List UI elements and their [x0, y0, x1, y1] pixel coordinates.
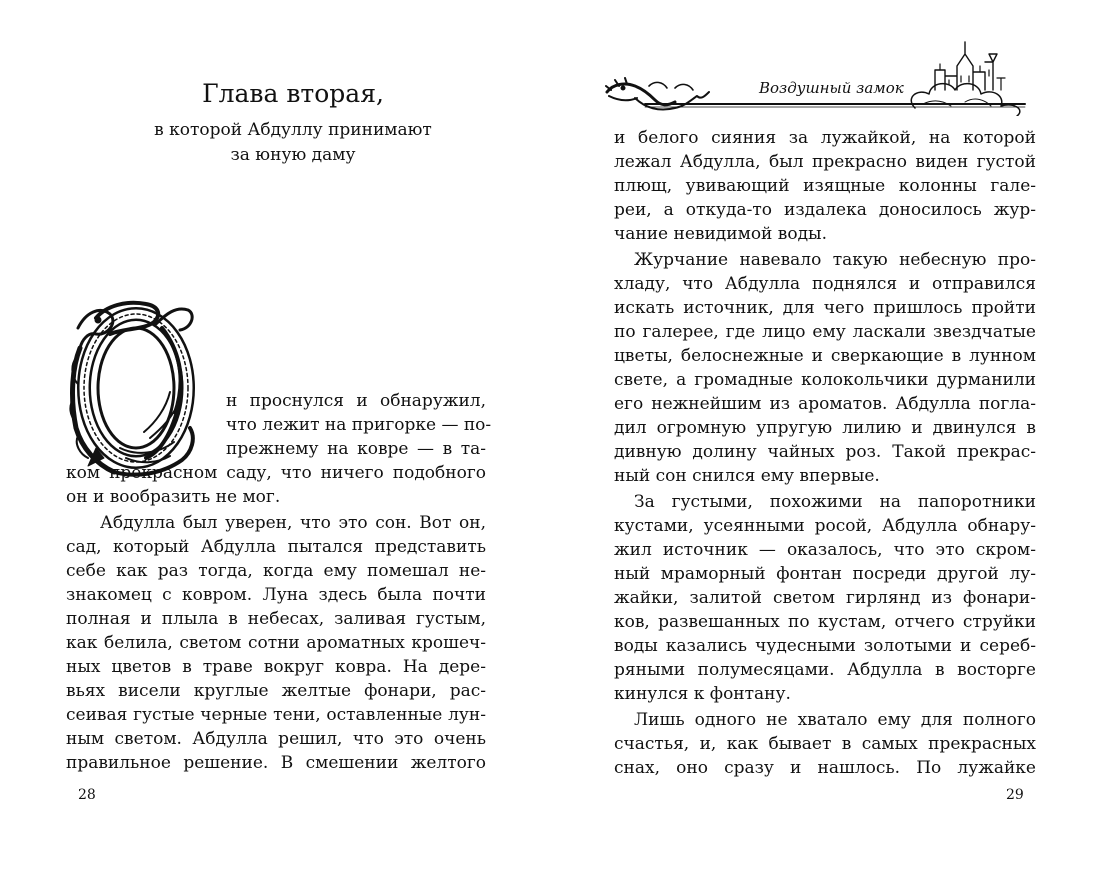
- running-header-title: Воздушный замок: [759, 79, 904, 97]
- chapter-subtitle-line: за юную даму: [230, 145, 356, 165]
- body-text-line: За густыми, похожими на папоротники: [634, 492, 1036, 512]
- body-text-line: он и вообразить не мог.: [66, 487, 281, 507]
- running-header: [605, 36, 1055, 116]
- body-text-line: ный мраморный фонтан посреди другой лу-: [614, 564, 1036, 584]
- body-text-line: ных цветов в траве вокруг ковра. На дере-: [66, 657, 486, 677]
- body-text-line: как белила, светом сотни ароматных крошеч-: [66, 633, 486, 653]
- body-text-line: дил огромную упругую лилию и двинулся в: [614, 418, 1036, 438]
- dragon-castle-header-icon: [605, 36, 1055, 116]
- body-text-line: прежнему на ковре — в та-: [226, 439, 486, 459]
- body-text-line: чание невидимой воды.: [614, 224, 827, 244]
- body-text-line: ков, развешанных по кустам, отчего струйки: [614, 612, 1036, 632]
- body-text-line: вьях висели круглые желтые фонари, рас-: [66, 681, 486, 701]
- body-text-line: ным светом. Абдулла решил, что это очень: [66, 729, 486, 749]
- dragon-dropcap-icon: [66, 288, 204, 480]
- body-text-line: правильное решение. В смешении желтого: [66, 753, 486, 773]
- body-text-line: ряными полумесяцами. Абдулла в восторге: [614, 660, 1036, 680]
- body-text-line: кустами, усеянными росой, Абдулла обнару-: [614, 516, 1036, 536]
- body-text-line: ный сон снился ему впервые.: [614, 466, 880, 486]
- body-text-line: знакомец с ковром. Луна здесь была почти: [66, 585, 486, 605]
- body-text-line: полная и плыла в небесах, заливая густым,: [66, 609, 486, 629]
- body-text-line: воды казались чудесными золотыми и сереб-: [614, 636, 1036, 656]
- body-text-line: себе как раз тогда, когда ему помешал не-: [66, 561, 486, 581]
- body-text-line: счастья, и, как бывает в самых прекрасных: [614, 734, 1036, 754]
- body-text-line: что лежит на пригорке — по-: [226, 415, 492, 435]
- body-text-line: хладу, что Абдулла поднялся и отправился: [614, 274, 1036, 294]
- body-text-line: жил источник — оказалось, что это скром-: [614, 540, 1036, 560]
- body-text-line: плющ, увивающий изящные колонны гале-: [614, 176, 1036, 196]
- body-text-line: сеивая густые черные тени, оставленные лун-: [66, 705, 486, 725]
- body-text-line: его нежнейшим из ароматов. Абдулла погла-: [614, 394, 1036, 414]
- body-text-line: ком прекрасном саду, что ничего подобного: [66, 463, 486, 483]
- body-text-line: реи, а откуда-то издалека доносилось жур-: [614, 200, 1036, 220]
- chapter-title: Глава вторая,: [202, 79, 384, 108]
- body-text-line: дивную долину чайных роз. Такой прекрас-: [614, 442, 1036, 462]
- body-text-line: снах, оно сразу и нашлось. По лужайке: [614, 758, 1036, 778]
- body-text-line: Абдулла был уверен, что это сон. Вот он,: [100, 513, 486, 533]
- body-text-line: искать источник, для чего пришлось пройти: [614, 298, 1036, 318]
- right-page: [550, 0, 1100, 880]
- body-text-line: Лишь одного не хватало ему для полного: [634, 710, 1036, 730]
- body-text-line: лежал Абдулла, был прекрасно виден густой: [614, 152, 1036, 172]
- page-number: 29: [1006, 787, 1024, 803]
- body-text-line: н проснулся и обнаружил,: [226, 391, 486, 411]
- body-text-line: по галерее, где лицо ему ласкали звездчатые: [614, 322, 1036, 342]
- body-text-line: свете, а громадные колокольчики дурманили: [614, 370, 1036, 390]
- chapter-subtitle-line: в которой Абдуллу принимают: [154, 120, 432, 140]
- body-text-line: сад, который Абдулла пытался представить: [66, 537, 486, 557]
- body-text-line: цветы, белоснежные и сверкающие в лунном: [614, 346, 1036, 366]
- page-number: 28: [78, 787, 96, 803]
- body-text-line: жайки, залитой светом гирлянд из фонари-: [614, 588, 1036, 608]
- body-text-line: кинулся к фонтану.: [614, 684, 791, 704]
- body-text-line: Журчание навевало такую небесную про-: [634, 250, 1036, 270]
- body-text-line: и белого сияния за лужайкой, на которой: [614, 128, 1036, 148]
